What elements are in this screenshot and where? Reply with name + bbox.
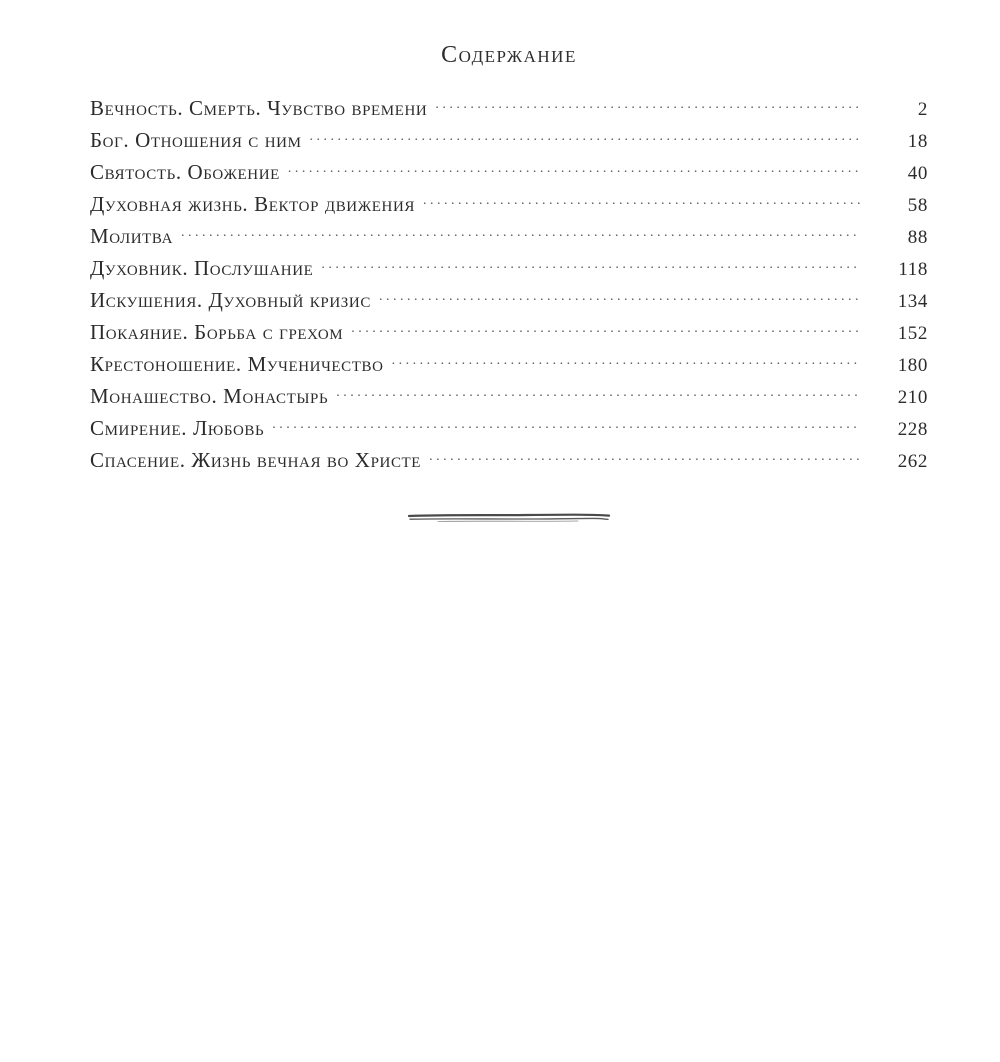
toc-entry-page: 2 <box>917 99 928 120</box>
toc-entry-page: 262 <box>897 451 928 472</box>
toc-dot-leader <box>351 318 860 339</box>
toc-entry[interactable] <box>90 414 928 446</box>
toc-entry[interactable] <box>90 94 928 126</box>
toc-entry-label: Духовник. Послушание <box>90 256 314 280</box>
toc-entry-label: Монашество. Монастырь <box>90 384 329 408</box>
toc-entry[interactable] <box>90 254 928 286</box>
toc-entry-label: Молитва <box>90 224 174 248</box>
toc-entry-label: Крестоношение. Мученичество <box>90 352 384 376</box>
toc-entry[interactable] <box>90 350 928 382</box>
toc-entry[interactable] <box>90 222 928 254</box>
toc-entry-page: 228 <box>897 419 928 440</box>
toc-dot-leader <box>181 222 860 243</box>
toc-entry[interactable] <box>90 446 928 478</box>
toc-dot-leader <box>336 382 859 403</box>
toc-entry-page: 152 <box>897 323 928 344</box>
toc-list <box>90 94 928 478</box>
toc-dot-leader <box>272 414 859 435</box>
toc-entry-label: Бог. Отношения с ним <box>90 128 302 152</box>
toc-entry-page: 118 <box>898 259 928 280</box>
toc-entry-label: Духовная жизнь. Вектор движения <box>90 192 416 216</box>
toc-entry-page: 40 <box>907 163 928 184</box>
toc-entry-page: 18 <box>907 131 928 152</box>
toc-entry[interactable] <box>90 318 928 350</box>
toc-dot-leader <box>423 190 860 211</box>
toc-entry-page: 58 <box>907 195 928 216</box>
toc-entry-page: 210 <box>897 387 928 408</box>
toc-dot-leader <box>321 254 860 275</box>
toc-dot-leader <box>310 126 860 147</box>
toc-entry[interactable] <box>90 126 928 158</box>
toc-entry-label: Вечность. Смерть. Чувство времени <box>90 96 428 120</box>
toc-entry-label: Святость. Обожение <box>90 160 280 184</box>
toc-entry-label: Смирение. Любовь <box>90 416 265 440</box>
toc-entry[interactable] <box>90 158 928 190</box>
toc-dot-leader <box>288 158 860 179</box>
toc-entry-page: 134 <box>897 291 928 312</box>
ornamental-divider <box>408 512 610 524</box>
toc-dot-leader <box>435 94 860 115</box>
toc-entry[interactable] <box>90 190 928 222</box>
toc-entry[interactable] <box>90 286 928 318</box>
toc-entry-page: 180 <box>897 355 928 376</box>
toc-title: Содержание <box>441 42 577 68</box>
toc-dot-leader <box>429 446 860 467</box>
toc-entry-label: Спасение. Жизнь вечная во Христе <box>90 448 422 472</box>
toc-entry-label: Искушения. Духовный кризис <box>90 288 371 312</box>
toc-dot-leader <box>379 286 860 307</box>
toc-dot-leader <box>392 350 860 371</box>
toc-entry[interactable] <box>90 382 928 414</box>
toc-entry-label: Покаяние. Борьба с грехом <box>90 320 344 344</box>
toc-entry-page: 88 <box>907 227 928 248</box>
